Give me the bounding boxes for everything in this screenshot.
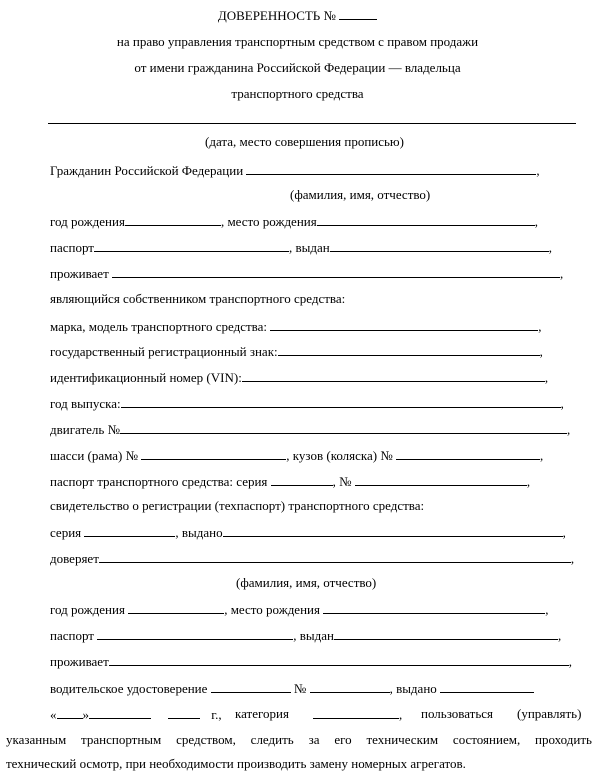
trustee-resides-row (50, 653, 572, 670)
trustee-passport-label: паспорт (50, 628, 94, 643)
comma: , (539, 344, 543, 359)
body-line-2: технический осмотр, при необходимости производить замену номерных агрегатов. (6, 756, 466, 771)
trustee-resides-label: проживает (50, 654, 109, 669)
comma: , (567, 422, 571, 437)
use-label: пользоваться (421, 706, 494, 721)
comma: , (526, 474, 531, 489)
birth-place-field[interactable] (317, 213, 535, 226)
comma: , (560, 396, 564, 411)
comma: , (538, 319, 542, 334)
principal-resides-row (50, 265, 563, 282)
engine-row (50, 421, 570, 438)
subtitle-2: от имени гражданина Российской Федерации — владельца (134, 60, 461, 75)
trustee-passport-issued-label: , выдан (293, 628, 334, 643)
resides-label: проживает (50, 266, 109, 281)
vin-row (50, 369, 548, 386)
cert-issued-field[interactable] (223, 524, 563, 537)
trustee-birth-year-label: год рождения (50, 602, 125, 617)
cert-series-label: серия (50, 525, 82, 540)
pts-row (50, 473, 530, 490)
year-row (50, 395, 564, 412)
comma: , (536, 163, 540, 178)
resides-field[interactable] (112, 265, 560, 278)
cert-series-row (50, 524, 566, 541)
subtitle-1: на право управления транспортным средством с правом продажи (116, 34, 479, 49)
trusts-label: доверяет (50, 551, 99, 566)
trusts-row (50, 550, 574, 567)
trustee-passport-field[interactable] (97, 627, 293, 640)
license-day-field[interactable] (57, 706, 83, 719)
license-year-field[interactable] (168, 706, 200, 719)
trustee-fio-caption: (фамилия, имя, отчество) (236, 575, 377, 590)
trustee-birth-place-label: , место рождения (224, 602, 320, 617)
principal-birth-row (50, 213, 538, 230)
document-title-line (0, 7, 595, 24)
pts-label: паспорт транспортного средства: серия (50, 474, 268, 489)
license-issued-field[interactable] (440, 680, 534, 693)
comma: , (540, 448, 544, 463)
comma: , (562, 525, 566, 540)
quote-open: « (50, 707, 57, 722)
citizen-fio-field[interactable] (246, 162, 536, 175)
chassis-label: шасси (рама) № (50, 448, 139, 463)
license-series-field[interactable] (211, 680, 291, 693)
comma: , (399, 707, 403, 722)
reg-sign-label: государственный регистрационный знак: (50, 344, 278, 359)
license-label: водительское удостоверение (50, 681, 208, 696)
vin-label: идентификационный номер (VIN): (50, 370, 242, 385)
date-place-caption: (дата, место совершения прописью) (205, 134, 404, 149)
license-date-row (50, 706, 151, 723)
pts-series-field[interactable] (271, 473, 333, 486)
year-abbr: г., (211, 707, 222, 722)
subtitle-3: транспортного средства (231, 86, 364, 101)
chassis-field[interactable] (141, 447, 286, 460)
trustee-birth-year-field[interactable] (128, 601, 224, 614)
body-label: , кузов (коляска) № (286, 448, 393, 463)
date-place-field[interactable] (48, 123, 576, 124)
vin-field[interactable] (242, 369, 545, 382)
comma: , (544, 370, 549, 385)
birth-place-label: , место рождения (220, 214, 317, 229)
doc-number-field[interactable] (339, 7, 377, 20)
cert-series-field[interactable] (84, 524, 175, 537)
license-issued-label: , выдано (389, 681, 437, 696)
drive-label: (управлять) (517, 706, 582, 721)
category-label: категория (235, 706, 289, 721)
year-field[interactable] (121, 395, 561, 408)
principal-passport-row (50, 239, 552, 256)
chassis-body-row (50, 447, 543, 464)
trustee-passport-issued-field[interactable] (334, 627, 558, 640)
trustee-fio-field[interactable] (99, 550, 571, 563)
year-label: год выпуска: (50, 396, 121, 411)
license-month-field[interactable] (89, 706, 151, 719)
trustee-resides-field[interactable] (109, 653, 569, 666)
citizen-row (50, 162, 540, 179)
owner-label: являющийся собственником транспортного средства: (50, 291, 346, 306)
principal-fio-caption: (фамилия, имя, отчество) (290, 187, 431, 202)
comma: , (570, 551, 575, 566)
trustee-passport-row (50, 627, 561, 644)
passport-issued-label: , выдан (288, 240, 330, 255)
engine-field[interactable] (120, 421, 567, 434)
trustee-birth-row (50, 601, 548, 618)
license-num-label: № (293, 681, 307, 696)
document-title: ДОВЕРЕННОСТЬ № (217, 8, 336, 23)
engine-label: двигатель № (50, 422, 120, 437)
comma: , (545, 602, 549, 617)
citizen-label: Гражданин Российской Федерации (50, 163, 244, 178)
pts-num-label: , № (332, 474, 352, 489)
pts-number-field[interactable] (355, 473, 527, 486)
body-line-1: указанным транспортным средством, следить за его техническим состоянием, проходить (6, 732, 592, 747)
comma: , (568, 654, 573, 669)
trustee-birth-place-field[interactable] (323, 601, 545, 614)
make-model-field[interactable] (270, 318, 538, 331)
passport-label: паспорт (50, 240, 94, 255)
body-field[interactable] (396, 447, 540, 460)
reg-sign-row (50, 343, 543, 360)
cert-issued-label: , выдано (175, 525, 223, 540)
birth-year-label: год рождения (50, 214, 125, 229)
reg-sign-field[interactable] (278, 343, 540, 356)
reg-cert-label: свидетельство о регистрации (техпаспорт) транспортного средства: (50, 498, 425, 513)
license-year-group (168, 706, 222, 723)
comma: , (560, 266, 564, 281)
comma: , (534, 214, 538, 229)
passport-field[interactable] (94, 239, 289, 252)
make-model-label: марка, модель транспортного средства: (50, 319, 268, 334)
birth-year-field[interactable] (125, 213, 221, 226)
category-group (313, 706, 402, 723)
passport-issued-field[interactable] (330, 239, 549, 252)
comma: , (557, 628, 562, 643)
category-field[interactable] (313, 706, 399, 719)
license-row (50, 680, 534, 697)
comma: , (548, 240, 552, 255)
make-model-row (50, 318, 542, 335)
license-number-field[interactable] (310, 680, 390, 693)
quote-close: » (82, 707, 89, 722)
